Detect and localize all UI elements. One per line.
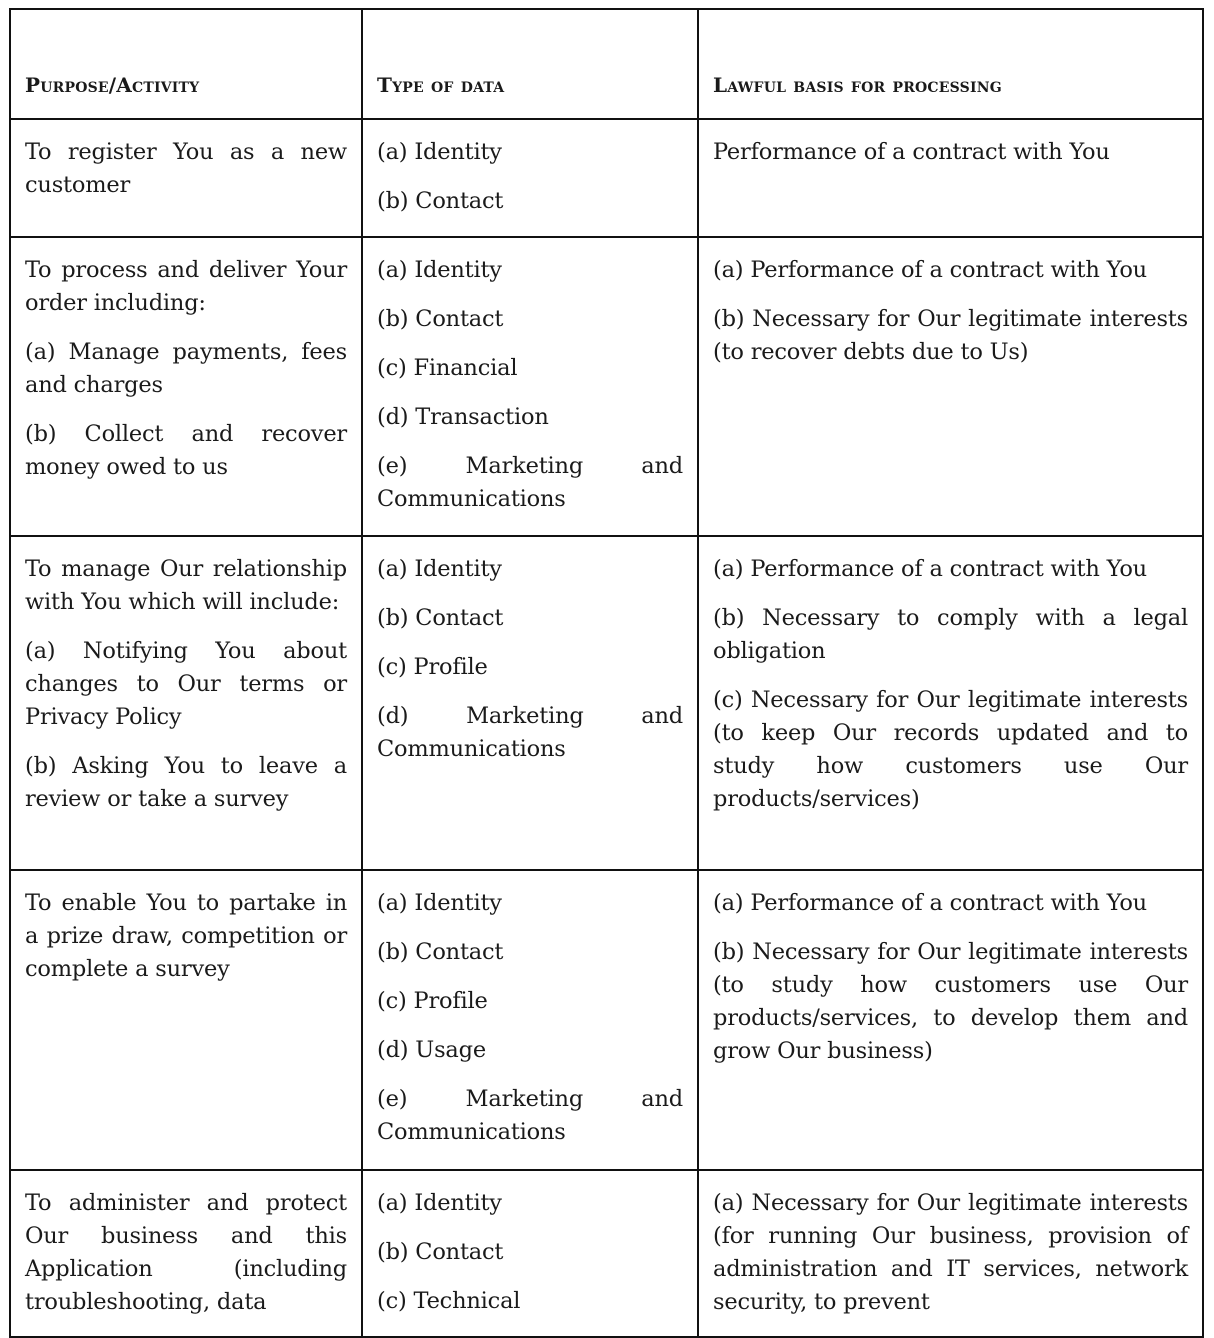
cell-paragraph: (a) Necessary for Our legitimate interests (for running Our business, provision of administration and IT services, network security, to prevent <box>713 1190 1188 1315</box>
lawful-basis-cell <box>698 536 1203 870</box>
cell-paragraph: To administer and protect Our business and this Application (including troubleshooting, data <box>25 1190 347 1315</box>
cell-paragraph: (b) Necessary for Our legitimate interests (to recover debts due to Us) <box>713 306 1188 365</box>
cell-paragraph: (c) Financial <box>377 355 518 381</box>
cell-paragraph: (b) Necessary for Our legitimate interests (to study how customers use Our products/services, to develop them and grow Our business) <box>713 939 1188 1064</box>
cell-paragraph: (b) Contact <box>377 1239 504 1265</box>
type-of-data-cell <box>362 237 698 536</box>
header-lawful-basis: Lawful basis for processing <box>698 9 1203 119</box>
cell-paragraph: (d) Usage <box>377 1037 486 1063</box>
cell-paragraph: (c) Profile <box>377 654 488 680</box>
header-row <box>10 9 1203 119</box>
cell-paragraph: (b) Contact <box>377 939 504 965</box>
type-of-data-cell <box>362 1170 698 1337</box>
cell-paragraph: To enable You to partake in a prize draw, competition or complete a survey <box>25 890 347 982</box>
cell-paragraph: (a) Performance of a contract with You <box>713 890 1147 916</box>
cell-paragraph: (a) Identity <box>377 890 502 916</box>
cell-paragraph: (a) Manage payments, fees and charges <box>25 339 347 398</box>
cell-paragraph: (b) Contact <box>377 605 504 631</box>
table-row <box>10 870 1203 1170</box>
purpose-cell <box>10 536 362 870</box>
cell-paragraph: (d) Marketing and Communications <box>377 703 683 762</box>
cell-paragraph: (a) Identity <box>377 257 502 283</box>
table-row <box>10 536 1203 870</box>
cell-paragraph: (b) Asking You to leave a review or take a survey <box>25 753 347 812</box>
cell-paragraph: (e) Marketing and Communications <box>377 453 683 512</box>
header-purpose-activity: Purpose/Activity <box>10 9 362 119</box>
cell-paragraph: To process and deliver Your order including: <box>25 257 347 316</box>
table-row <box>10 237 1203 536</box>
lawful-basis-cell <box>698 870 1203 1170</box>
cell-paragraph: (d) Transaction <box>377 404 549 430</box>
purpose-cell <box>10 237 362 536</box>
cell-paragraph: (a) Identity <box>377 556 502 582</box>
lawful-basis-table <box>9 8 1204 1338</box>
cell-paragraph: (a) Identity <box>377 139 502 165</box>
purpose-cell <box>10 870 362 1170</box>
cell-paragraph: To register You as a new customer <box>25 139 347 198</box>
cell-paragraph: (b) Necessary to comply with a legal obligation <box>713 605 1188 664</box>
type-of-data-cell <box>362 536 698 870</box>
type-of-data-cell <box>362 870 698 1170</box>
cell-paragraph: (b) Collect and recover money owed to us <box>25 421 347 480</box>
lawful-basis-cell <box>698 119 1203 237</box>
cell-paragraph: (e) Marketing and Communications <box>377 1086 683 1145</box>
cell-paragraph: (a) Performance of a contract with You <box>713 556 1147 582</box>
type-of-data-cell <box>362 119 698 237</box>
purpose-cell <box>10 1170 362 1337</box>
table-row <box>10 1170 1203 1337</box>
purpose-cell <box>10 119 362 237</box>
cell-paragraph: Performance of a contract with You <box>713 139 1110 165</box>
cell-paragraph: (a) Performance of a contract with You <box>713 257 1147 283</box>
cell-paragraph: (b) Contact <box>377 188 504 214</box>
header-type-of-data: Type of data <box>362 9 698 119</box>
table-row <box>10 119 1203 237</box>
cell-paragraph: (a) Identity <box>377 1190 502 1216</box>
cell-paragraph: (c) Necessary for Our legitimate interests (to keep Our records updated and to study how customers use Our products/services) <box>713 687 1188 812</box>
cell-paragraph: (c) Technical <box>377 1288 521 1314</box>
lawful-basis-cell <box>698 237 1203 536</box>
cell-paragraph: (c) Profile <box>377 988 488 1014</box>
lawful-basis-cell <box>698 1170 1203 1337</box>
cell-paragraph: (b) Contact <box>377 306 504 332</box>
cell-paragraph: (a) Notifying You about changes to Our terms or Privacy Policy <box>25 638 347 730</box>
cell-paragraph: To manage Our relationship with You which will include: <box>25 556 347 615</box>
